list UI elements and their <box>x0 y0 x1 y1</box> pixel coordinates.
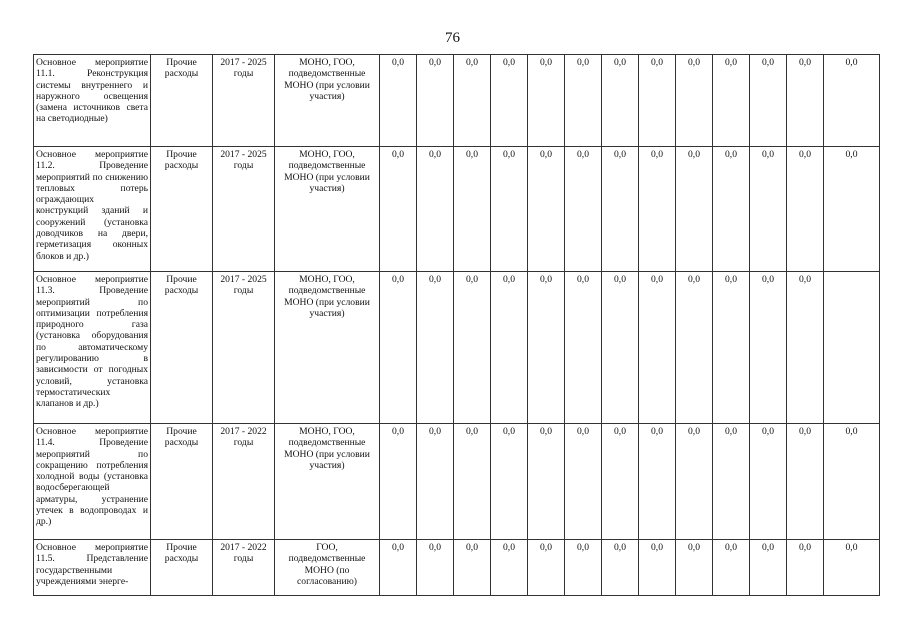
period-cell: 2017 - 2025 годы <box>213 272 275 424</box>
value-cell: 0,0 <box>676 55 713 147</box>
table-row <box>34 540 880 596</box>
value-cell: 0,0 <box>454 147 491 272</box>
value-cell: 0,0 <box>491 147 528 272</box>
value-cell: 0,0 <box>380 272 417 424</box>
funding-source-cell: Прочие расходы <box>151 424 213 540</box>
value-cell: 0,0 <box>602 540 639 596</box>
value-cell: 0,0 <box>380 540 417 596</box>
value-cell: 0,0 <box>676 147 713 272</box>
value-cell: 0,0 <box>454 424 491 540</box>
funding-source-cell: Прочие расходы <box>151 540 213 596</box>
value-cell: 0,0 <box>639 272 676 424</box>
table-row <box>34 272 880 424</box>
table-row <box>34 55 880 147</box>
value-cell: 0,0 <box>824 55 880 147</box>
value-cell: 0,0 <box>787 424 824 540</box>
value-cell: 0,0 <box>454 272 491 424</box>
period-cell: 2017 - 2025 годы <box>213 147 275 272</box>
value-cell: 0,0 <box>417 272 454 424</box>
executor-cell: МОНО, ГОО, подведомственные МОНО (при условии участия) <box>275 147 380 272</box>
value-cell: 0,0 <box>454 55 491 147</box>
value-cell: 0,0 <box>417 540 454 596</box>
funding-source-cell: Прочие расходы <box>151 55 213 147</box>
value-cell: 0,0 <box>380 147 417 272</box>
value-cell: 0,0 <box>491 55 528 147</box>
measure-name-cell: Основное мероприятие 11.2. Проведение мероприятий по снижению тепловых потерь ограждающих конструкций зданий и сооружений (установка доводчиков на двери, герметизация оконных блоков и др.) <box>34 147 151 272</box>
executor-cell: МОНО, ГОО, подведомственные МОНО (при условии участия) <box>275 55 380 147</box>
value-cell: 0,0 <box>713 55 750 147</box>
value-cell: 0,0 <box>824 424 880 540</box>
table-body <box>34 55 880 596</box>
funding-source-cell: Прочие расходы <box>151 272 213 424</box>
value-cell: 0,0 <box>565 424 602 540</box>
measure-name-cell: Основное мероприятие 11.1. Реконструкция системы внутреннего и наружного освещения (замена источников света на светодиодные) <box>34 55 151 147</box>
value-cell: 0,0 <box>750 55 787 147</box>
value-cell <box>824 272 880 424</box>
value-cell: 0,0 <box>491 272 528 424</box>
value-cell: 0,0 <box>713 272 750 424</box>
value-cell: 0,0 <box>676 424 713 540</box>
value-cell: 0,0 <box>639 55 676 147</box>
value-cell: 0,0 <box>676 540 713 596</box>
value-cell: 0,0 <box>602 272 639 424</box>
value-cell: 0,0 <box>676 272 713 424</box>
value-cell: 0,0 <box>787 540 824 596</box>
value-cell: 0,0 <box>528 272 565 424</box>
value-cell: 0,0 <box>491 540 528 596</box>
value-cell: 0,0 <box>380 55 417 147</box>
value-cell: 0,0 <box>528 540 565 596</box>
value-cell: 0,0 <box>565 272 602 424</box>
value-cell: 0,0 <box>750 272 787 424</box>
value-cell: 0,0 <box>417 147 454 272</box>
value-cell: 0,0 <box>491 424 528 540</box>
value-cell: 0,0 <box>417 55 454 147</box>
value-cell: 0,0 <box>824 540 880 596</box>
value-cell: 0,0 <box>565 540 602 596</box>
value-cell: 0,0 <box>528 147 565 272</box>
value-cell: 0,0 <box>602 147 639 272</box>
period-cell: 2017 - 2025 годы <box>213 55 275 147</box>
value-cell: 0,0 <box>787 55 824 147</box>
value-cell: 0,0 <box>824 147 880 272</box>
value-cell: 0,0 <box>528 55 565 147</box>
value-cell: 0,0 <box>565 55 602 147</box>
value-cell: 0,0 <box>713 147 750 272</box>
page-number: 76 <box>445 30 460 46</box>
executor-cell: МОНО, ГОО, подведомственные МОНО (при условии участия) <box>275 272 380 424</box>
value-cell: 0,0 <box>787 147 824 272</box>
value-cell: 0,0 <box>750 540 787 596</box>
value-cell: 0,0 <box>380 424 417 540</box>
executor-cell: ГОО, подведомственные МОНО (по согласованию) <box>275 540 380 596</box>
value-cell: 0,0 <box>417 424 454 540</box>
program-measures-table <box>33 54 880 596</box>
measure-name-cell: Основное мероприятие 11.3. Проведение мероприятий по оптимизации потребления природного газа (установка оборудования по автоматическому регулированию в зависимости от погодных условий, установка термостатических клапанов и др.) <box>34 272 151 424</box>
value-cell: 0,0 <box>713 424 750 540</box>
value-cell: 0,0 <box>713 540 750 596</box>
funding-source-cell: Прочие расходы <box>151 147 213 272</box>
period-cell: 2017 - 2022 годы <box>213 540 275 596</box>
value-cell: 0,0 <box>787 272 824 424</box>
measure-name-cell: Основное мероприятие 11.4. Проведение мероприятий по сокращению потребления холодной воды (установка водосберегающей арматуры, устранение утечек в водопроводах и др.) <box>34 424 151 540</box>
value-cell: 0,0 <box>454 540 491 596</box>
value-cell: 0,0 <box>565 147 602 272</box>
value-cell: 0,0 <box>639 147 676 272</box>
measure-name-cell: Основное мероприятие 11.5. Представление государственными учреждениями энерге- <box>34 540 151 596</box>
table-row <box>34 147 880 272</box>
value-cell: 0,0 <box>528 424 565 540</box>
value-cell: 0,0 <box>639 424 676 540</box>
value-cell: 0,0 <box>750 147 787 272</box>
value-cell: 0,0 <box>602 424 639 540</box>
value-cell: 0,0 <box>639 540 676 596</box>
period-cell: 2017 - 2022 годы <box>213 424 275 540</box>
value-cell: 0,0 <box>602 55 639 147</box>
value-cell: 0,0 <box>750 424 787 540</box>
executor-cell: МОНО, ГОО, подведомственные МОНО (при условии участия) <box>275 424 380 540</box>
table-row <box>34 424 880 540</box>
